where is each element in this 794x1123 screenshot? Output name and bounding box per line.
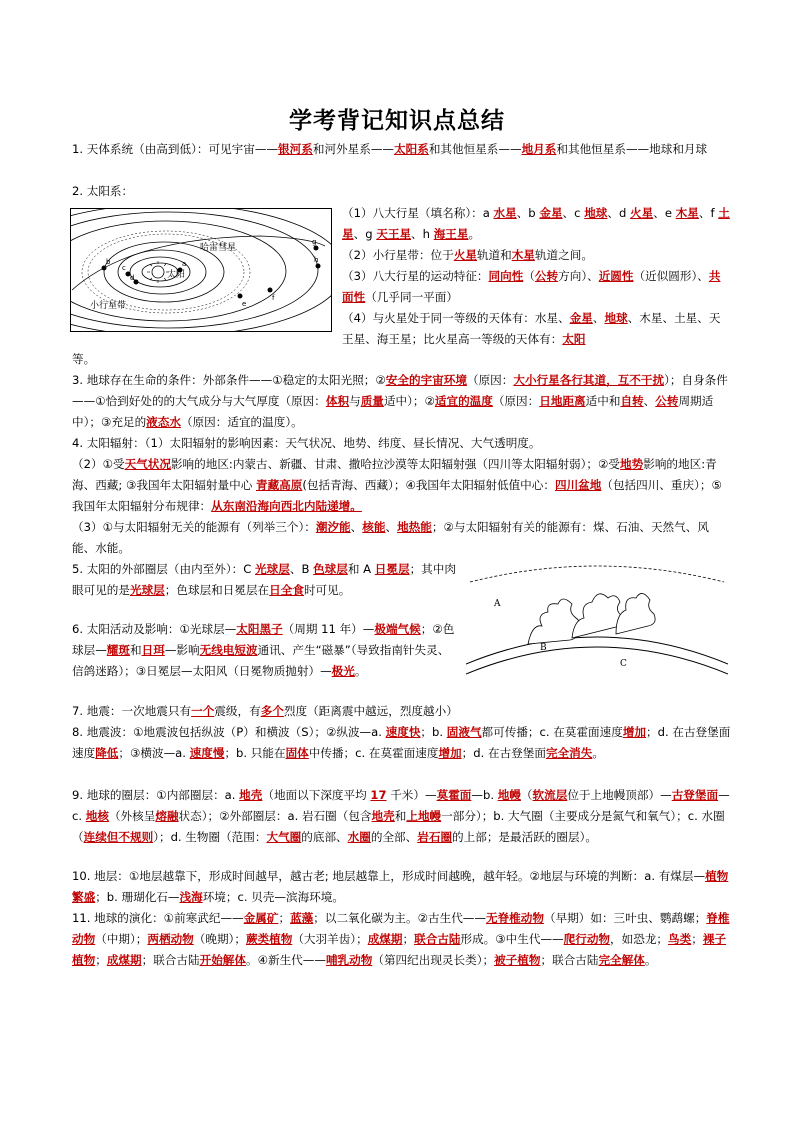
planet-label-g: g [312, 238, 317, 246]
key-term: 软流层 [532, 788, 568, 802]
text-run: 。④新生代—— [245, 953, 326, 967]
comet-label: 哈雷彗星 [200, 243, 237, 253]
text-run: ）；d. 生物圈（范围： [153, 830, 267, 844]
text-run: ；b. [420, 725, 447, 739]
section-2-tail [72, 349, 732, 370]
key-term: 安全的宇宙环境 [385, 373, 467, 387]
key-term: 日冕层 [374, 562, 410, 576]
text-run: 的底部、 [301, 830, 348, 844]
key-term: 质量 [360, 394, 384, 408]
section-1-celestial-systems [72, 139, 732, 160]
text-run: 千米）— [386, 788, 437, 802]
text-run: 7. 地震：一次地震只有 [72, 704, 192, 718]
text-run: 、B [289, 562, 314, 576]
text-run: 周期适中）；③充足的 [72, 394, 714, 429]
text-run: —影响 [164, 643, 200, 657]
key-term: 成煤期 [367, 932, 403, 946]
section-2-heading [72, 181, 732, 202]
key-term: 浅海 [179, 890, 203, 904]
text-run: 。 [592, 746, 604, 760]
text-run: 适中和 [585, 394, 621, 408]
key-term: 爬行动物 [563, 932, 611, 946]
text-run: 。 [644, 953, 657, 967]
text-run: 一部分）；b. 大气圈（主要成分是氮气和氧气）；c. 水圈（ [72, 809, 725, 844]
text-run: 和其他恒星系—— [428, 142, 522, 156]
text-run: （ [520, 788, 533, 802]
text-run: （地面以下深度平均 [262, 788, 371, 802]
text-run: 、 [592, 311, 605, 325]
key-term: 银河系 [278, 142, 313, 156]
text-run: 影响的地区:青海、西藏; ③我国年太阳辐射量中心 [72, 457, 717, 492]
key-term: 地壳 [371, 809, 395, 823]
text-run: 、b [516, 206, 540, 220]
key-term: 天气状况 [124, 457, 171, 471]
text-run: ；以二氧化碳为主。②古生代—— [313, 911, 486, 925]
text-run: 。 [354, 664, 367, 678]
key-term: 增加 [438, 746, 462, 760]
key-term: 固体 [285, 746, 309, 760]
key-term: 地核 [85, 809, 109, 823]
text-run: 都可传播；c. 在莫霍面速度 [481, 725, 623, 739]
text-run: 2. 太阳系： [72, 184, 134, 198]
text-run: （大羽羊齿）； [292, 932, 368, 946]
sun-label: 太阳 [167, 270, 186, 280]
planet-label-c: c [122, 264, 126, 272]
key-term: 日全食 [269, 583, 304, 597]
text-run: 方向）、 [558, 269, 599, 283]
text-run: ；b. 只能在 [224, 746, 286, 760]
text-run: ；②与太阳辐射有关的能源有：煤、石油、天然气、风能、水能。 [72, 520, 709, 555]
key-term: 大小行星各行其道，互不干扰 [513, 373, 665, 387]
key-term: 极端气候 [374, 622, 421, 636]
text-run: 、g [353, 227, 377, 241]
key-term: 光球层 [255, 562, 290, 576]
key-term: 地幔 [497, 788, 521, 802]
text-run: 形成。③中生代—— [460, 932, 564, 946]
key-term: 上地幔 [406, 809, 442, 823]
key-term: 裸子植物 [72, 932, 727, 967]
key-term: 极光 [331, 664, 355, 678]
key-term: 古登堡面 [671, 788, 719, 802]
key-term: 增加 [622, 725, 647, 739]
text-run: 11. 地球的演化：①前寒武纪—— [72, 911, 244, 925]
key-term: 金属矿 [243, 911, 279, 925]
key-term: 地球 [584, 206, 608, 220]
text-run: （原因：适宜的温度）。 [180, 415, 303, 429]
key-term: 地壳 [239, 788, 263, 802]
text-run: 和其他恒星系——地球和月球 [556, 142, 708, 156]
text-run: （2）①受 [72, 457, 125, 471]
section-10-strata [72, 866, 732, 908]
section-5-sun-layers [72, 559, 457, 601]
key-term: 光球层 [129, 583, 165, 597]
key-term: 连续但不规则 [83, 830, 154, 844]
key-term: 速度快 [385, 725, 421, 739]
planet-label-a: a [182, 260, 187, 268]
text-run: 6. 太阳活动及影响：①光球层— [72, 622, 237, 636]
text-run: 的上部；是最活跃的圈层）。 [452, 830, 597, 844]
text-run: 烈度（距离震中越远，烈度越小） [283, 704, 458, 718]
key-term: 火星 [630, 206, 654, 220]
text-run: 环境；c. 贝壳—滨海环境。 [202, 890, 344, 904]
text-run: （晚期）； [193, 932, 246, 946]
key-term: 莫霍面 [436, 788, 472, 802]
key-term: 青藏高原 [255, 478, 303, 492]
layer-C-label: C [620, 659, 627, 669]
text-run: ； [95, 953, 107, 967]
key-term: 水圈 [347, 830, 371, 844]
key-term: 地热能 [397, 520, 432, 534]
key-term: 自转 [620, 394, 644, 408]
section-11-evolution [72, 908, 732, 971]
text-run: ；b. 珊瑚化石— [95, 890, 180, 904]
text-run: （4）与火星处于同一等级的天体有：水星、 [342, 311, 570, 325]
text-run: （3）①与太阳辐射无关的能源有（列举三个）： [72, 520, 316, 534]
key-term: 日地距离 [539, 394, 586, 408]
text-run: （ [523, 269, 535, 283]
text-run: 状态）；②外部圈层：a. 岩石圈（包含 [178, 809, 372, 823]
key-term: 太阳黑子 [236, 622, 283, 636]
key-term: 同向性 [488, 269, 524, 283]
planet-label-e: e [242, 300, 247, 308]
text-run: ；联合古陆 [540, 953, 599, 967]
page-title: 学考背记知识点总结 [289, 108, 505, 134]
key-term: 水星 [493, 206, 517, 220]
text-run: 震级，有 [214, 704, 261, 718]
text-run: 适中）；② [383, 394, 435, 408]
text-run: 与 [349, 394, 361, 408]
key-term: 耀斑 [106, 643, 130, 657]
key-term: 蓝藻 [290, 911, 314, 925]
text-run: 、f [698, 206, 719, 220]
key-term: 核能 [362, 520, 386, 534]
text-run: 。 [468, 227, 481, 241]
text-run: 10. 地层：①地层越靠下，形成时间越早，越古老; 地层越靠上，形成时间越晚，越年轻。②地层与环境的判断：a. 有煤层— [72, 869, 706, 883]
key-term: 大气圈 [266, 830, 302, 844]
key-term: 公转 [534, 269, 559, 283]
key-term: 液态水 [146, 415, 181, 429]
key-term: 两栖动物 [147, 932, 194, 946]
key-term: 脊椎动物 [72, 911, 730, 946]
key-term: 岩石圈 [417, 830, 453, 844]
key-term: 体积 [325, 394, 350, 408]
text-run: （第四纪出现灵长类）； [372, 953, 495, 967]
planet-label-f: f [272, 294, 275, 302]
text-run: 9. 地球的圈层：①内部圈层：a. [72, 788, 240, 802]
text-run: （2）小行星带：位于 [342, 248, 454, 262]
planet-label-h: h [314, 256, 319, 264]
text-run: 和 A [347, 562, 375, 576]
text-run: 、d [607, 206, 631, 220]
section-9-earth-spheres [72, 785, 732, 848]
text-run: 和 [130, 643, 142, 657]
section-4-solar-radiation [72, 433, 732, 559]
key-term: 海王星 [433, 227, 469, 241]
text-run: 位于上地幔顶部）— [567, 788, 672, 802]
solar-system-diagram [70, 208, 332, 332]
text-run: 、 [350, 520, 363, 534]
key-term: 金星 [539, 206, 563, 220]
text-run: —c. [72, 788, 730, 823]
key-term: 鸟类 [668, 932, 692, 946]
text-run: 3. 地球存在生命的条件：外部条件——①稳定的太阳光照；② [72, 373, 386, 387]
key-term: 速度慢 [189, 746, 225, 760]
key-term: 完全解体 [598, 953, 645, 967]
text-run: （外核呈 [108, 809, 156, 823]
text-run: （几乎同一平面） [365, 290, 458, 304]
key-term: 土星 [342, 206, 730, 241]
key-term: 四川盆地 [554, 478, 602, 492]
section-6-solar-activity [72, 619, 457, 682]
key-term: 太阳系 [394, 142, 429, 156]
text-run: 时可见。 [303, 583, 351, 597]
text-run: 5. 太阳的外部圈层（由内至外）：C [72, 562, 256, 576]
text-run: ； [278, 911, 291, 925]
key-term: 降低 [95, 746, 119, 760]
key-term: 天王星 [376, 227, 412, 241]
text-run: 8. 地震波：①地震波包括纵波（P）和横波（S）；②纵波—a. [72, 725, 386, 739]
text-run: （近似圆形）、 [633, 269, 709, 283]
text-run: 1. 天体系统（由高到低）：可见宇宙—— [72, 142, 279, 156]
key-term: 共面性 [342, 269, 721, 304]
key-term: 木星 [675, 206, 699, 220]
text-run: 轨道和 [476, 248, 512, 262]
text-run: ； [402, 932, 415, 946]
text-run: ）；自身条件——①恰到好处的的大气成分与大气厚度（原因： [72, 373, 728, 408]
text-run: （中期）； [95, 932, 148, 946]
key-term: 成煤期 [106, 953, 142, 967]
text-run: 、木星、土星、天王星、海王星；比火星高一等级的天体有： [342, 311, 721, 346]
layer-A-label: A [494, 599, 501, 609]
text-run: ；联合古陆 [141, 953, 200, 967]
key-term: 17 [370, 788, 387, 802]
section-3-life-conditions [72, 370, 732, 433]
key-term: 蕨类植物 [245, 932, 293, 946]
key-term: 被子植物 [494, 953, 541, 967]
text-run: （原因： [466, 373, 514, 387]
text-run: 的全部、 [370, 830, 418, 844]
section-7-earthquake [72, 701, 732, 722]
text-run: 中传播；c. 在莫霍面速度 [308, 746, 439, 760]
key-term: 地球 [604, 311, 628, 325]
key-term: 植物繁盛 [72, 869, 729, 904]
text-run: （3）八大行星的运动特征： [342, 269, 489, 283]
key-term: 完全消失 [545, 746, 593, 760]
text-run: 、h [411, 227, 434, 241]
key-term: 日珥 [141, 643, 165, 657]
key-term: 联合古陆 [414, 932, 461, 946]
key-term: 无脊椎动物 [485, 911, 544, 925]
text-run: 和河外星系—— [312, 142, 395, 156]
key-term: 地月系 [521, 142, 557, 156]
planet-label-d: d [130, 274, 135, 282]
section-8-seismic-waves [72, 722, 732, 764]
layer-B-label: B [540, 643, 547, 653]
text-run: ；d. 在古登堡面速度 [72, 725, 731, 760]
text-run: ；②色球层— [72, 622, 455, 657]
key-term: 开始解体 [199, 953, 246, 967]
text-run: 等。 [72, 352, 96, 366]
text-run: (包括青海、西藏）；④我国年太阳辐射低值中心： [302, 478, 555, 492]
text-run: ； [691, 932, 703, 946]
text-run: 、c [562, 206, 585, 220]
text-run: ；色球层和日冕层在 [164, 583, 270, 597]
key-term: 无线电短波 [199, 643, 258, 657]
text-run: 轨道之间。 [534, 248, 593, 262]
text-run: （原因： [492, 394, 540, 408]
section-2-planets-text [342, 203, 732, 350]
text-run: ；d. 在古登堡面 [461, 746, 546, 760]
sun-layers-diagram [466, 556, 728, 682]
text-run: —b. [471, 788, 498, 802]
text-run: （包括四川、重庆）；⑤我国年太阳辐射分布规律： [72, 478, 722, 513]
key-term: 熔融 [155, 809, 179, 823]
planet-label-b: b [106, 258, 111, 266]
text-run: 影响的地区:内蒙古、新疆、甘肃、撒哈拉沙漠等太阳辐射强（四川等太阳辐射弱）；②受 [170, 457, 621, 471]
text-run: 、e [653, 206, 676, 220]
key-term: 木星 [511, 248, 535, 262]
text-run: （早期）如：三叶虫、鹦鹉螺； [543, 911, 707, 925]
text-run: 通讯、产生“磁暴”（导致指南针失灵、信鸽迷路）；③日冕层—太阳风（日冕物质抛射）— [72, 643, 450, 678]
text-run: 、 [643, 394, 656, 408]
key-term: 哺乳动物 [325, 953, 373, 967]
key-term: 潮汐能 [315, 520, 351, 534]
asteroid-belt-label: 小行星带 [90, 301, 127, 311]
text-run: （周期 11 年）— [282, 622, 375, 636]
key-term: 金星 [569, 311, 593, 325]
key-term: 色球层 [313, 562, 348, 576]
key-term: 固液气 [446, 725, 482, 739]
key-term: 公转 [655, 394, 679, 408]
key-term: 一个 [191, 704, 215, 718]
text-run: 、 [385, 520, 398, 534]
key-term: 从东南沿海向西北内陆递增。 [211, 499, 362, 513]
text-run: （1）八大行星（填名称）：a [342, 206, 494, 220]
text-run: ；③横波—a. [118, 746, 190, 760]
text-run: 4. 太阳辐射：（1）太阳辐射的影响因素：天气状况、地势、纬度、昼长情况、大气透明度。 [72, 436, 541, 450]
text-run: ，如恐龙； [610, 932, 669, 946]
text-run: 和 [394, 809, 407, 823]
key-term: 近圆性 [598, 269, 634, 283]
key-term: 地势 [620, 457, 644, 471]
text-run: ；其中肉眼可见的是 [72, 562, 456, 597]
key-term: 太阳 [562, 332, 586, 346]
key-term: 火星 [453, 248, 477, 262]
key-term: 多个 [260, 704, 284, 718]
key-term: 适宜的温度 [434, 394, 493, 408]
